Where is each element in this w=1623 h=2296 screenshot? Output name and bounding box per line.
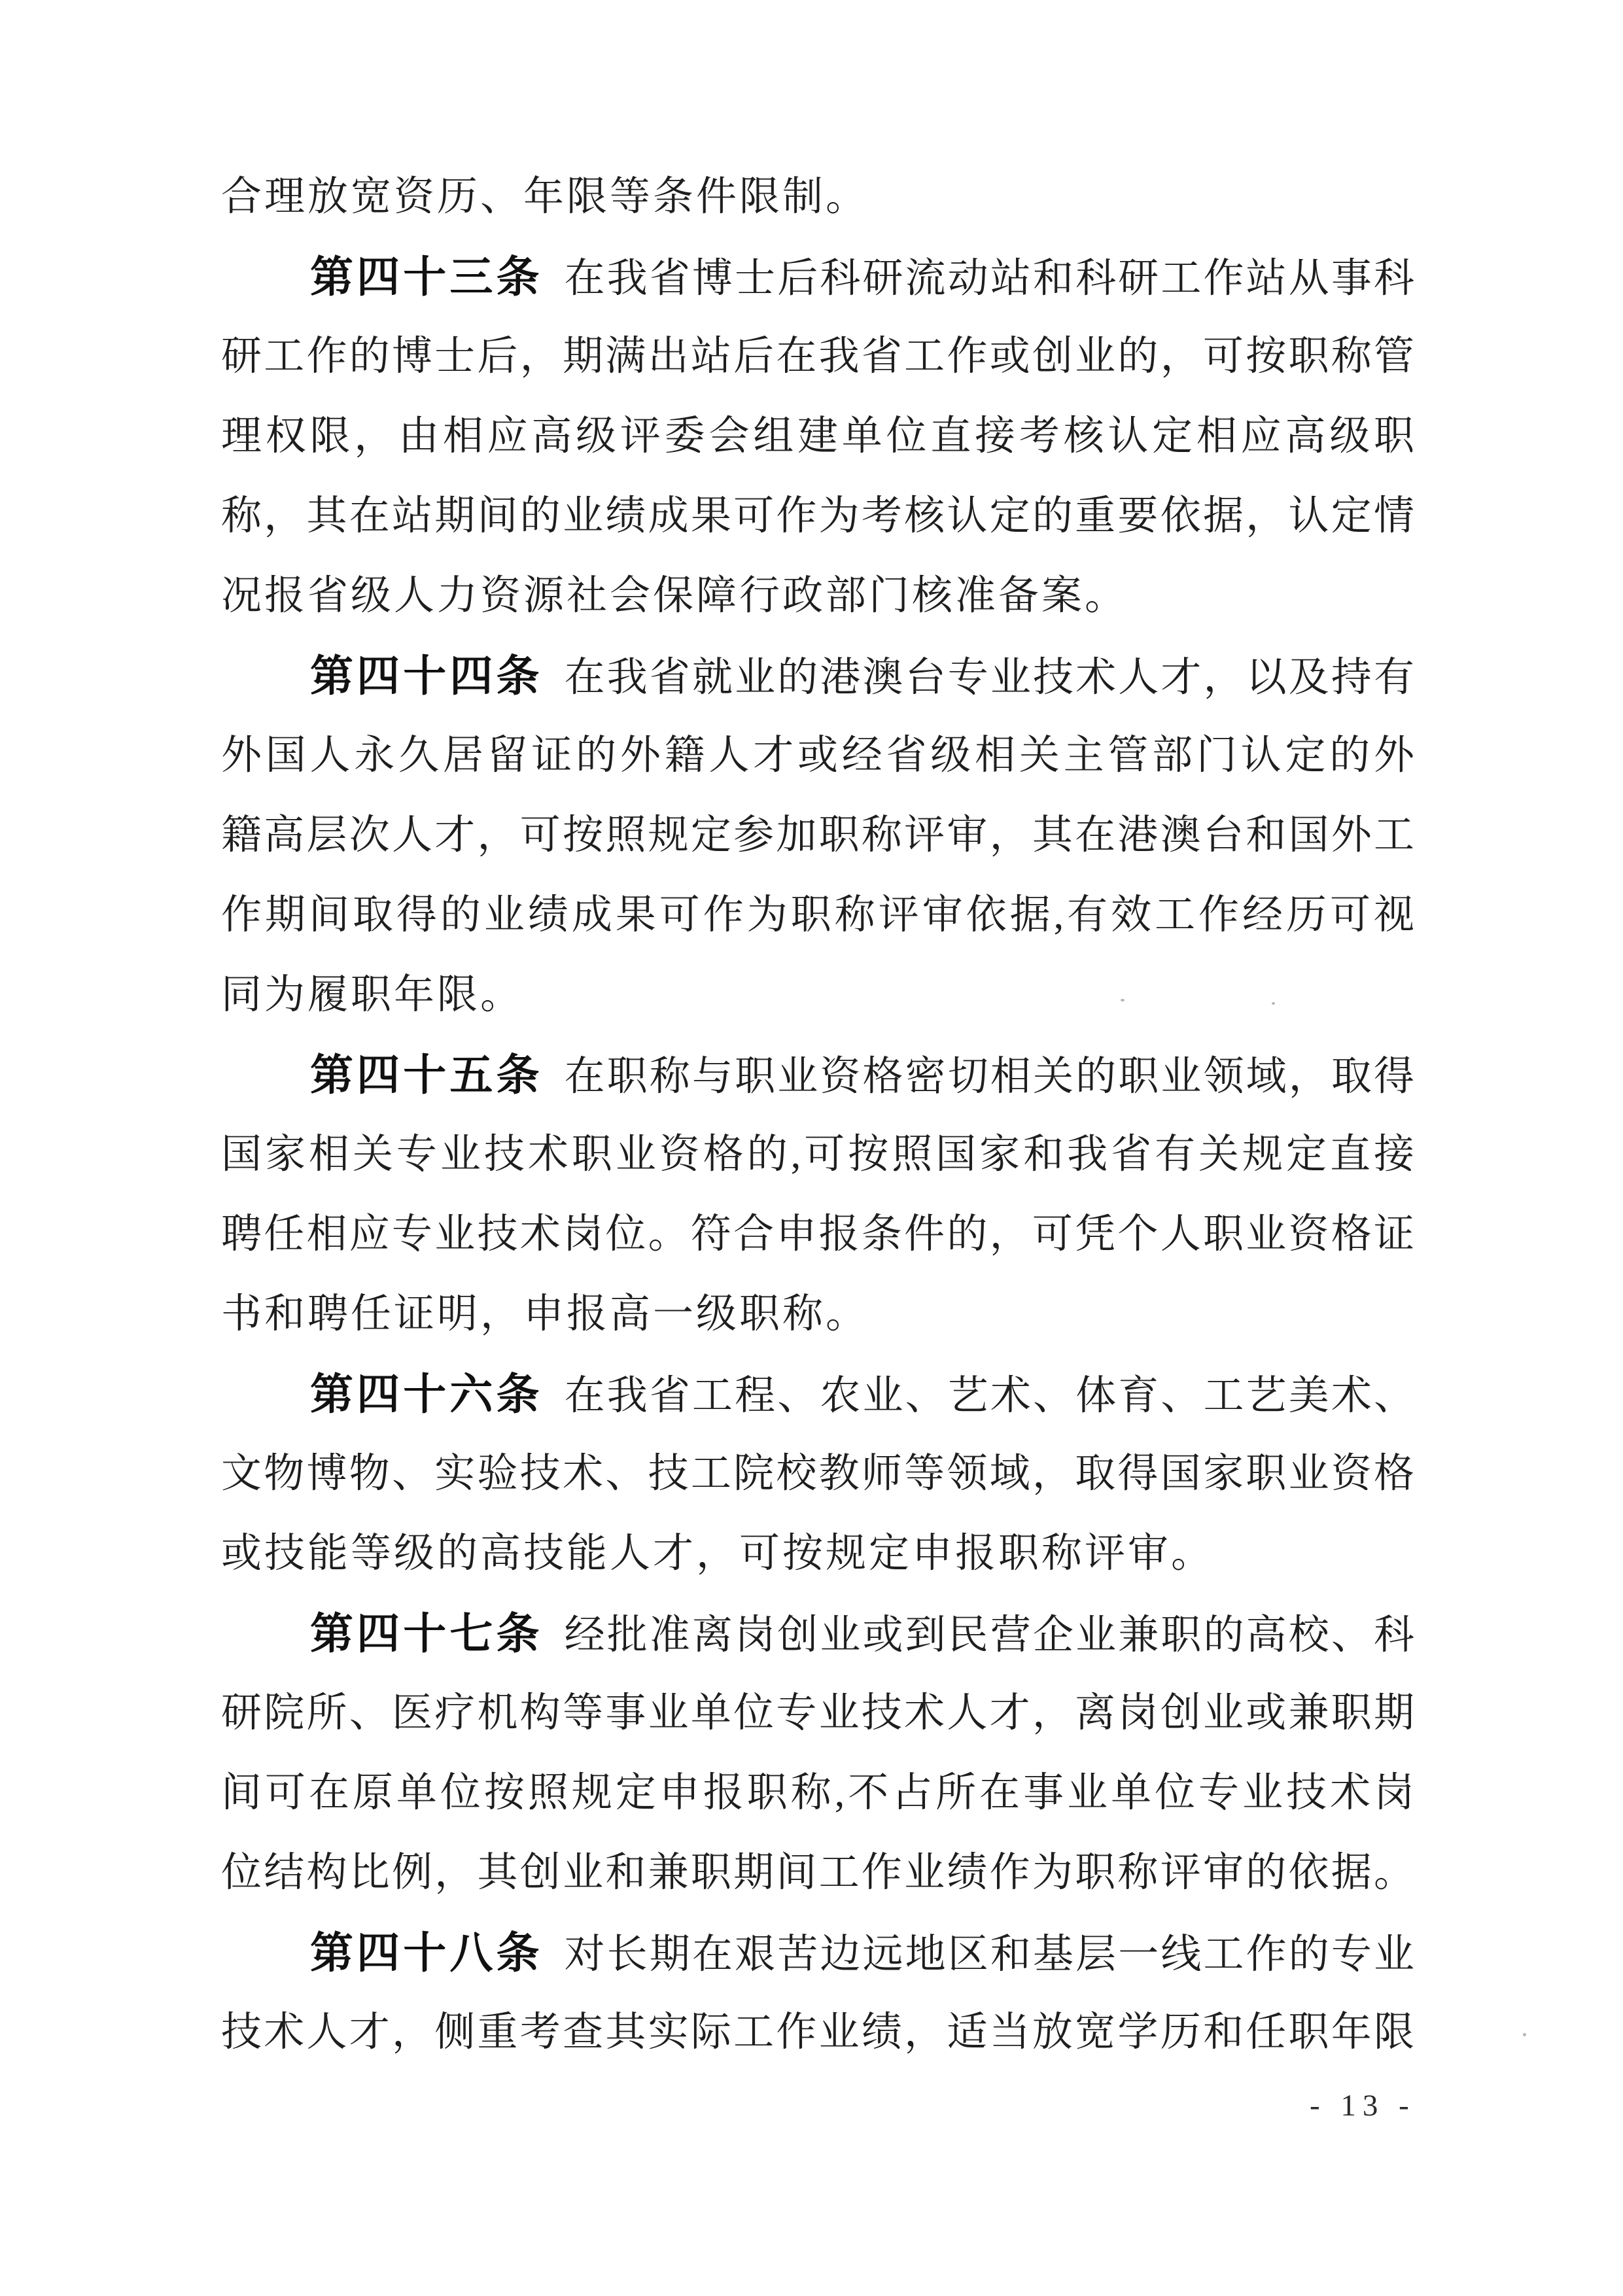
line-text: 在我省就业的港澳台专业技术人才，以及持有 [564, 655, 1414, 700]
scan-speck [1121, 999, 1125, 1001]
article-number: 第四十六条 [310, 1370, 543, 1418]
text-line [221, 1115, 1414, 1194]
line-text: 间可在原单位按照规定申报职称,不占所在事业单位专业技术岗 [221, 1771, 1414, 1815]
line-text: 经批准离岗创业或到民营企业兼职的高校、科 [564, 1613, 1414, 1658]
text-line [221, 1593, 1414, 1673]
text-line [221, 396, 1414, 476]
line-text: 研院所、医疗机构等事业单位专业技术人才，离岗创业或兼职期 [221, 1691, 1414, 1735]
page-number: - 13 - [1310, 2089, 1416, 2123]
text-line [221, 556, 1414, 636]
text-line [221, 636, 1414, 716]
text-line [221, 476, 1414, 556]
line-text: 聘任相应专业技术岗位。符合申报条件的，可凭个人职业资格证 [221, 1212, 1414, 1257]
article-number: 第四十七条 [310, 1609, 543, 1658]
text-line [221, 1833, 1414, 1913]
text-line [221, 1913, 1414, 1992]
text-line [221, 1434, 1414, 1514]
text-line [221, 955, 1414, 1035]
text-line [221, 1992, 1414, 2072]
line-text: 籍高层次人才，可按照规定参加职称评审，其在港澳台和国外工 [221, 813, 1414, 858]
scan-speck [1523, 2033, 1526, 2036]
article-number: 第四十八条 [310, 1928, 543, 1977]
text-line [221, 1753, 1414, 1833]
text-line [221, 1274, 1414, 1354]
line-text: 在我省工程、农业、艺术、体育、工艺美术、 [564, 1374, 1414, 1418]
line-text: 理权限，由相应高级评委会组建单位直接考核认定相应高级职 [221, 414, 1414, 459]
line-text: 称，其在站期间的业绩成果可作为考核认定的重要依据，认定情 [221, 494, 1414, 538]
line-text: 位结构比例，其创业和兼职期间工作业绩作为职称评审的依据。 [221, 1851, 1414, 1895]
line-text: 文物博物、实验技术、技工院校教师等领域，取得国家职业资格 [221, 1452, 1414, 1496]
text-line [221, 317, 1414, 396]
line-text: 在职称与职业资格密切相关的职业领域，取得 [564, 1054, 1414, 1099]
line-text: 合理放宽资历、年限等条件限制。 [221, 175, 869, 219]
line-text: 况报省级人力资源社会保障行政部门核准备案。 [221, 574, 1128, 618]
line-text: 作期间取得的业绩成果可作为职称评审依据,有效工作经历可视 [221, 893, 1414, 937]
line-text: 外国人永久居留证的外籍人才或经省级相关主管部门认定的外 [221, 733, 1414, 778]
text-line [221, 795, 1414, 875]
line-text: 技术人才，侧重考查其实际工作业绩，适当放宽学历和任职年限 [221, 2010, 1414, 2055]
text-line [221, 1035, 1414, 1115]
text-line [221, 716, 1414, 795]
text-line [221, 237, 1414, 317]
text-line [221, 1354, 1414, 1434]
line-text: 或技能等级的高技能人才，可按规定申报职称评审。 [221, 1531, 1215, 1576]
line-text: 国家相关专业技术职业资格的,可按照国家和我省有关规定直接 [221, 1132, 1414, 1177]
text-line [221, 875, 1414, 955]
scan-speck [1272, 1002, 1275, 1005]
line-text: 在我省博士后科研流动站和科研工作站从事科 [564, 256, 1414, 301]
article-number: 第四十四条 [310, 652, 543, 700]
line-text: 对长期在艰苦边远地区和基层一线工作的专业 [564, 1932, 1414, 1977]
line-text: 同为履职年限。 [221, 973, 524, 1017]
text-line [221, 1514, 1414, 1593]
text-line [221, 1194, 1414, 1274]
article-number: 第四十五条 [310, 1051, 543, 1099]
text-line [221, 1673, 1414, 1753]
article-number: 第四十三条 [310, 252, 543, 301]
text-line [221, 157, 1414, 237]
document-text-block [221, 157, 1414, 2072]
line-text: 研工作的博士后，期满出站后在我省工作或创业的，可按职称管 [221, 334, 1414, 379]
line-text: 书和聘任证明，申报高一级职称。 [221, 1292, 869, 1336]
